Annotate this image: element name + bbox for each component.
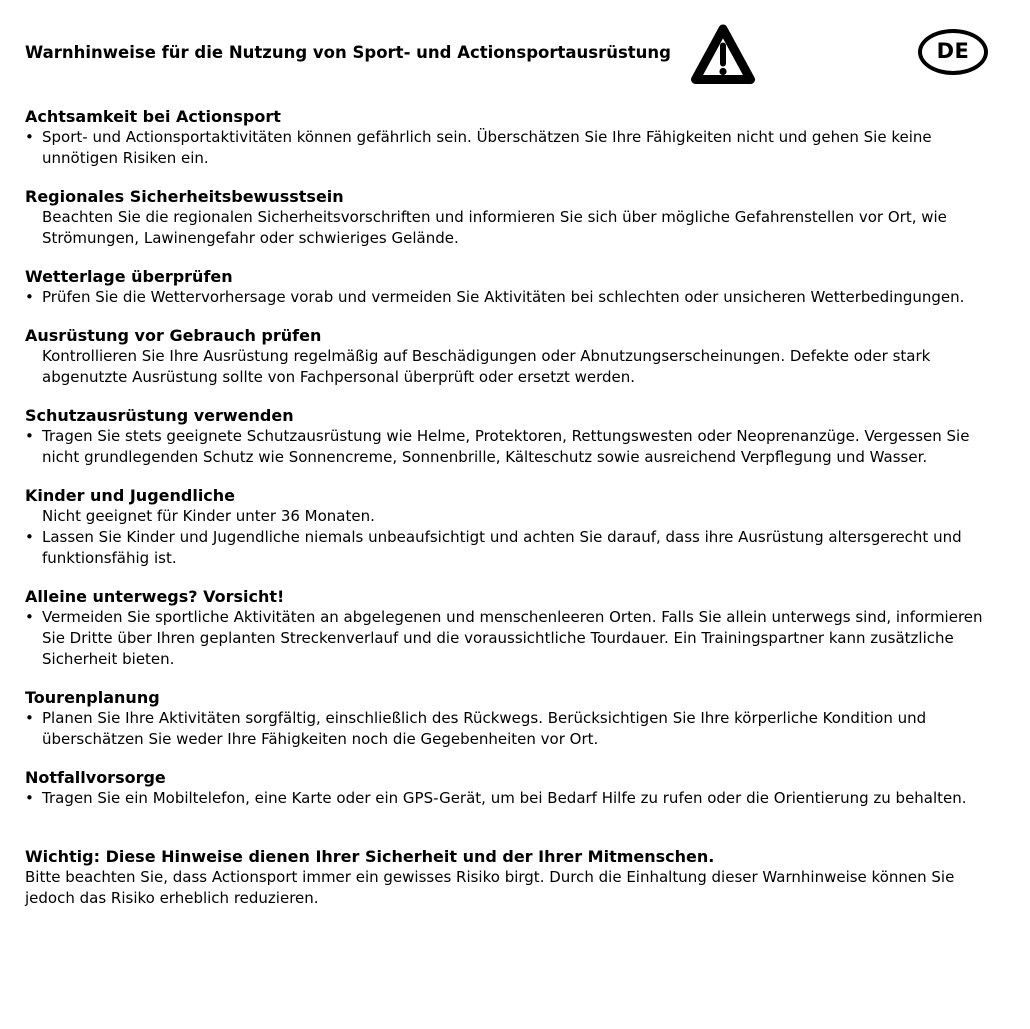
list-item-text: Kontrollieren Sie Ihre Ausrüstung regelmäßig auf Beschädigungen oder Abnutzungserscheinungen. Defekte oder stark abgenutzte Ausrüstung sollte von Fachpersonal überprüft oder ersetzt werden.: [42, 347, 931, 386]
section-heading: Tourenplanung: [25, 688, 160, 707]
section-ausruestung-pruefen: [25, 325, 1000, 388]
list-item-text: Tragen Sie stets geeignete Schutzausrüstung wie Helme, Protektoren, Rettungswesten oder Neoprenanzüge. Vergessen Sie nicht grundlegenden Schutz wie Sonnencreme, Sonnenbrille, Kälteschutz sowie ausreichend Verpflegung und Wasser.: [42, 427, 970, 466]
list-item: [25, 426, 1000, 468]
list-item-text: Planen Sie Ihre Aktivitäten sorgfältig, einschließlich des Rückwegs. Berücksichtigen Sie Ihre körperliche Kondition und überschätzen Sie weder Ihre Fähigkeiten noch die Gegebenheiten vor Ort.: [42, 709, 927, 748]
section-kinder-jugendliche: [25, 485, 1000, 569]
language-badge-label: DE: [936, 39, 970, 63]
section-wetterlage: [25, 266, 1000, 308]
section-heading: Kinder und Jugendliche: [25, 486, 236, 505]
list-item: [25, 788, 1000, 809]
section-tourenplanung: [25, 687, 1000, 750]
section-heading: Alleine unterwegs? Vorsicht!: [25, 587, 285, 606]
page-title: Warnhinweise für die Nutzung von Sport- und Actionsportausrüstung: [25, 43, 671, 62]
section-heading: Schutzausrüstung verwenden: [25, 406, 294, 425]
section-heading: Ausrüstung vor Gebrauch prüfen: [25, 326, 322, 345]
bullet-marker: •: [25, 789, 34, 807]
list-item: [25, 708, 1000, 750]
list-item: [25, 287, 1000, 308]
important-notice-heading: Wichtig: Diese Hinweise dienen Ihrer Sicherheit und der Ihrer Mitmenschen.: [25, 847, 715, 866]
section-heading: Achtsamkeit bei Actionsport: [25, 107, 281, 126]
list-item-text: Nicht geeignet für Kinder unter 36 Monaten.: [42, 507, 375, 525]
list-item: [25, 127, 1000, 169]
document-body: [25, 106, 1000, 909]
bullet-marker: •: [25, 608, 34, 626]
section-regionales-sicherheitsbewusstsein: [25, 186, 1000, 249]
section-heading: Notfallvorsorge: [25, 768, 166, 787]
bullet-marker: •: [25, 288, 34, 306]
warning-triangle-icon: [690, 23, 756, 87]
list-item-text: Tragen Sie ein Mobiltelefon, eine Karte oder ein GPS-Gerät, um bei Bedarf Hilfe zu rufen oder die Orientierung zu behalten.: [42, 789, 967, 807]
section-alleine-unterwegs: [25, 586, 1000, 670]
bullet-marker: •: [25, 528, 34, 546]
section-schutzausruestung: [25, 405, 1000, 468]
important-notice-text: Bitte beachten Sie, dass Actionsport immer ein gewisses Risiko birgt. Durch die Einhaltung dieser Warnhinweise können Sie jedoch das Risiko erheblich reduzieren.: [25, 868, 955, 907]
list-item-text: Vermeiden Sie sportliche Aktivitäten an abgelegenen und menschenleeren Orten. Falls Sie allein unterwegs sind, informieren Sie Dritte über Ihren geplanten Streckenverlauf und die voraussichtliche Tourdauer. Ein Trainingspartner kann zusätzliche Sicherheit bieten.: [42, 608, 983, 668]
important-notice: [25, 846, 1000, 909]
list-item: [25, 506, 1000, 527]
list-item-text: Lassen Sie Kinder und Jugendliche niemals unbeaufsichtigt und achten Sie darauf, dass ihre Ausrüstung altersgerecht und funktionsfähig ist.: [42, 528, 962, 567]
section-heading: Wetterlage überprüfen: [25, 267, 233, 286]
section-notfallvorsorge: [25, 767, 1000, 809]
section-achtsamkeit: [25, 106, 1000, 169]
section-heading: Regionales Sicherheitsbewusstsein: [25, 187, 344, 206]
bullet-marker: •: [25, 427, 34, 445]
bullet-marker: •: [25, 709, 34, 727]
list-item-text: Beachten Sie die regionalen Sicherheitsvorschriften und informieren Sie sich über mögliche Gefahrenstellen vor Ort, wie Strömungen, Lawinengefahr oder schwieriges Gelände.: [42, 208, 947, 247]
list-item: [25, 607, 1000, 670]
bullet-marker: •: [25, 128, 34, 146]
list-item: [25, 527, 1000, 569]
language-badge-oval: [918, 29, 988, 75]
list-item-text: Prüfen Sie die Wettervorhersage vorab und vermeiden Sie Aktivitäten bei schlechten oder unsicheren Wetterbedingungen.: [42, 288, 965, 306]
document-header: [0, 0, 1030, 88]
list-item: [25, 346, 1000, 388]
list-item-text: Sport- und Actionsportaktivitäten können gefährlich sein. Überschätzen Sie Ihre Fähigkeiten nicht und gehen Sie keine unnötigen Risiken ein.: [42, 128, 932, 167]
list-item: [25, 207, 1000, 249]
